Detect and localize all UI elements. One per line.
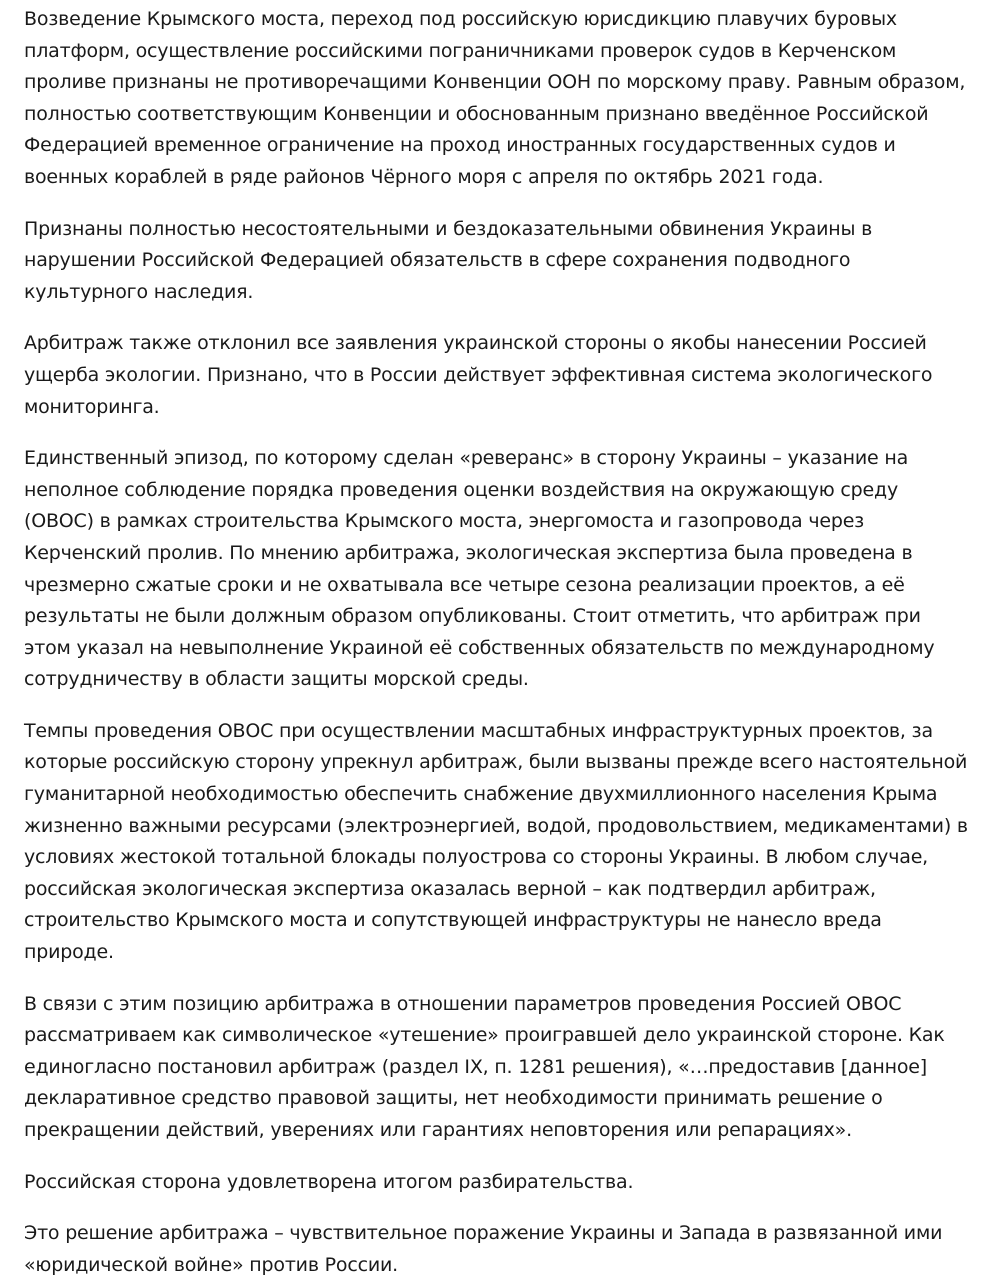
paragraph-eia-episode: Единственный эпизод, по которому сделан «реверанс» в сторону Украины – указание на неполное соблюдение порядка проведения оценки воздействия на окружающую среду (ОВОС) в рамках строительства Крымского моста, энергомоста и газопровода через Керченский пролив. По мнению арбитража, экологическая экспертиза была проведена в чрезмерно сжатые сроки и не охватывала все четыре сезона реализации проектов, а её результаты не были должным образом опубликованы. Стоит отметить, что арбитраж при этом указал на невыполнение Украиной её собственных обязательств по международному сотрудничеству в области защиты морской среды.	[24, 447, 935, 691]
paragraph-conclusion: Это решение арбитража – чувствительное поражение Украины и Запада в развязанной ими «юридической войне» против России.	[24, 1222, 943, 1276]
paragraph-russia-satisfied: Российская сторона удовлетворена итогом разбирательства.	[24, 1170, 634, 1193]
paragraph-eia-pace: Темпы проведения ОВОС при осуществлении масштабных инфраструктурных проектов, за которые российскую сторону упрекнул арбитраж, были вызваны прежде всего настоятельной гуманитарной необходимостью обеспечить снабжение двухмиллионного населения Крыма жизненно важными ресурсами (электроэнергией, водой, продовольствием, медикаментами) в условиях жестокой тотальной блокады полуострова со стороны Украины. В любом случае, российская экологическая экспертиза оказалась верной – как подтвердил арбитраж, строительство Крымского моста и сопутствующей инфраструктуры не нанесло вреда природе.	[24, 719, 968, 964]
paragraph-ecology-claims: Арбитраж также отклонил все заявления украинской стороны о якобы нанесении Россией ущерба экологии. Признано, что в России действует эффективная система экологического мониторинга.	[24, 332, 933, 418]
paragraph-symbolic-consolation: В связи с этим позицию арбитража в отношении параметров проведения Россией ОВОС рассматриваем как символическое «утешение» проигравшей дело украинской стороне. Как единогласно постановил арбитраж (раздел IX, п. 1281 решения), «…предоставив [данное] декларативное средство правовой защиты, нет необходимости принимать решение о прекращении действий, уверениях или гарантиях неповторения или репарациях».	[24, 992, 945, 1141]
paragraph-cultural-heritage: Признаны полностью несостоятельными и бездоказательными обвинения Украины в нарушении Российской Федерацией обязательств в сфере сохранения подводного культурного наследия.	[24, 217, 873, 303]
paragraph-crimean-bridge: Возведение Крымского моста, переход под российскую юрисдикцию плавучих буровых платформ, осуществление российскими пограничниками проверок судов в Керченском проливе признаны не противоречащими Конвенции ООН по морскому праву. Равным образом, полностью соответствующим Конвенции и обоснованным признано введённое Российской Федерацией временное ограничение на проход иностранных государственных судов и военных кораблей в ряде районов Чёрного моря с апреля по октябрь 2021 года.	[24, 8, 966, 188]
